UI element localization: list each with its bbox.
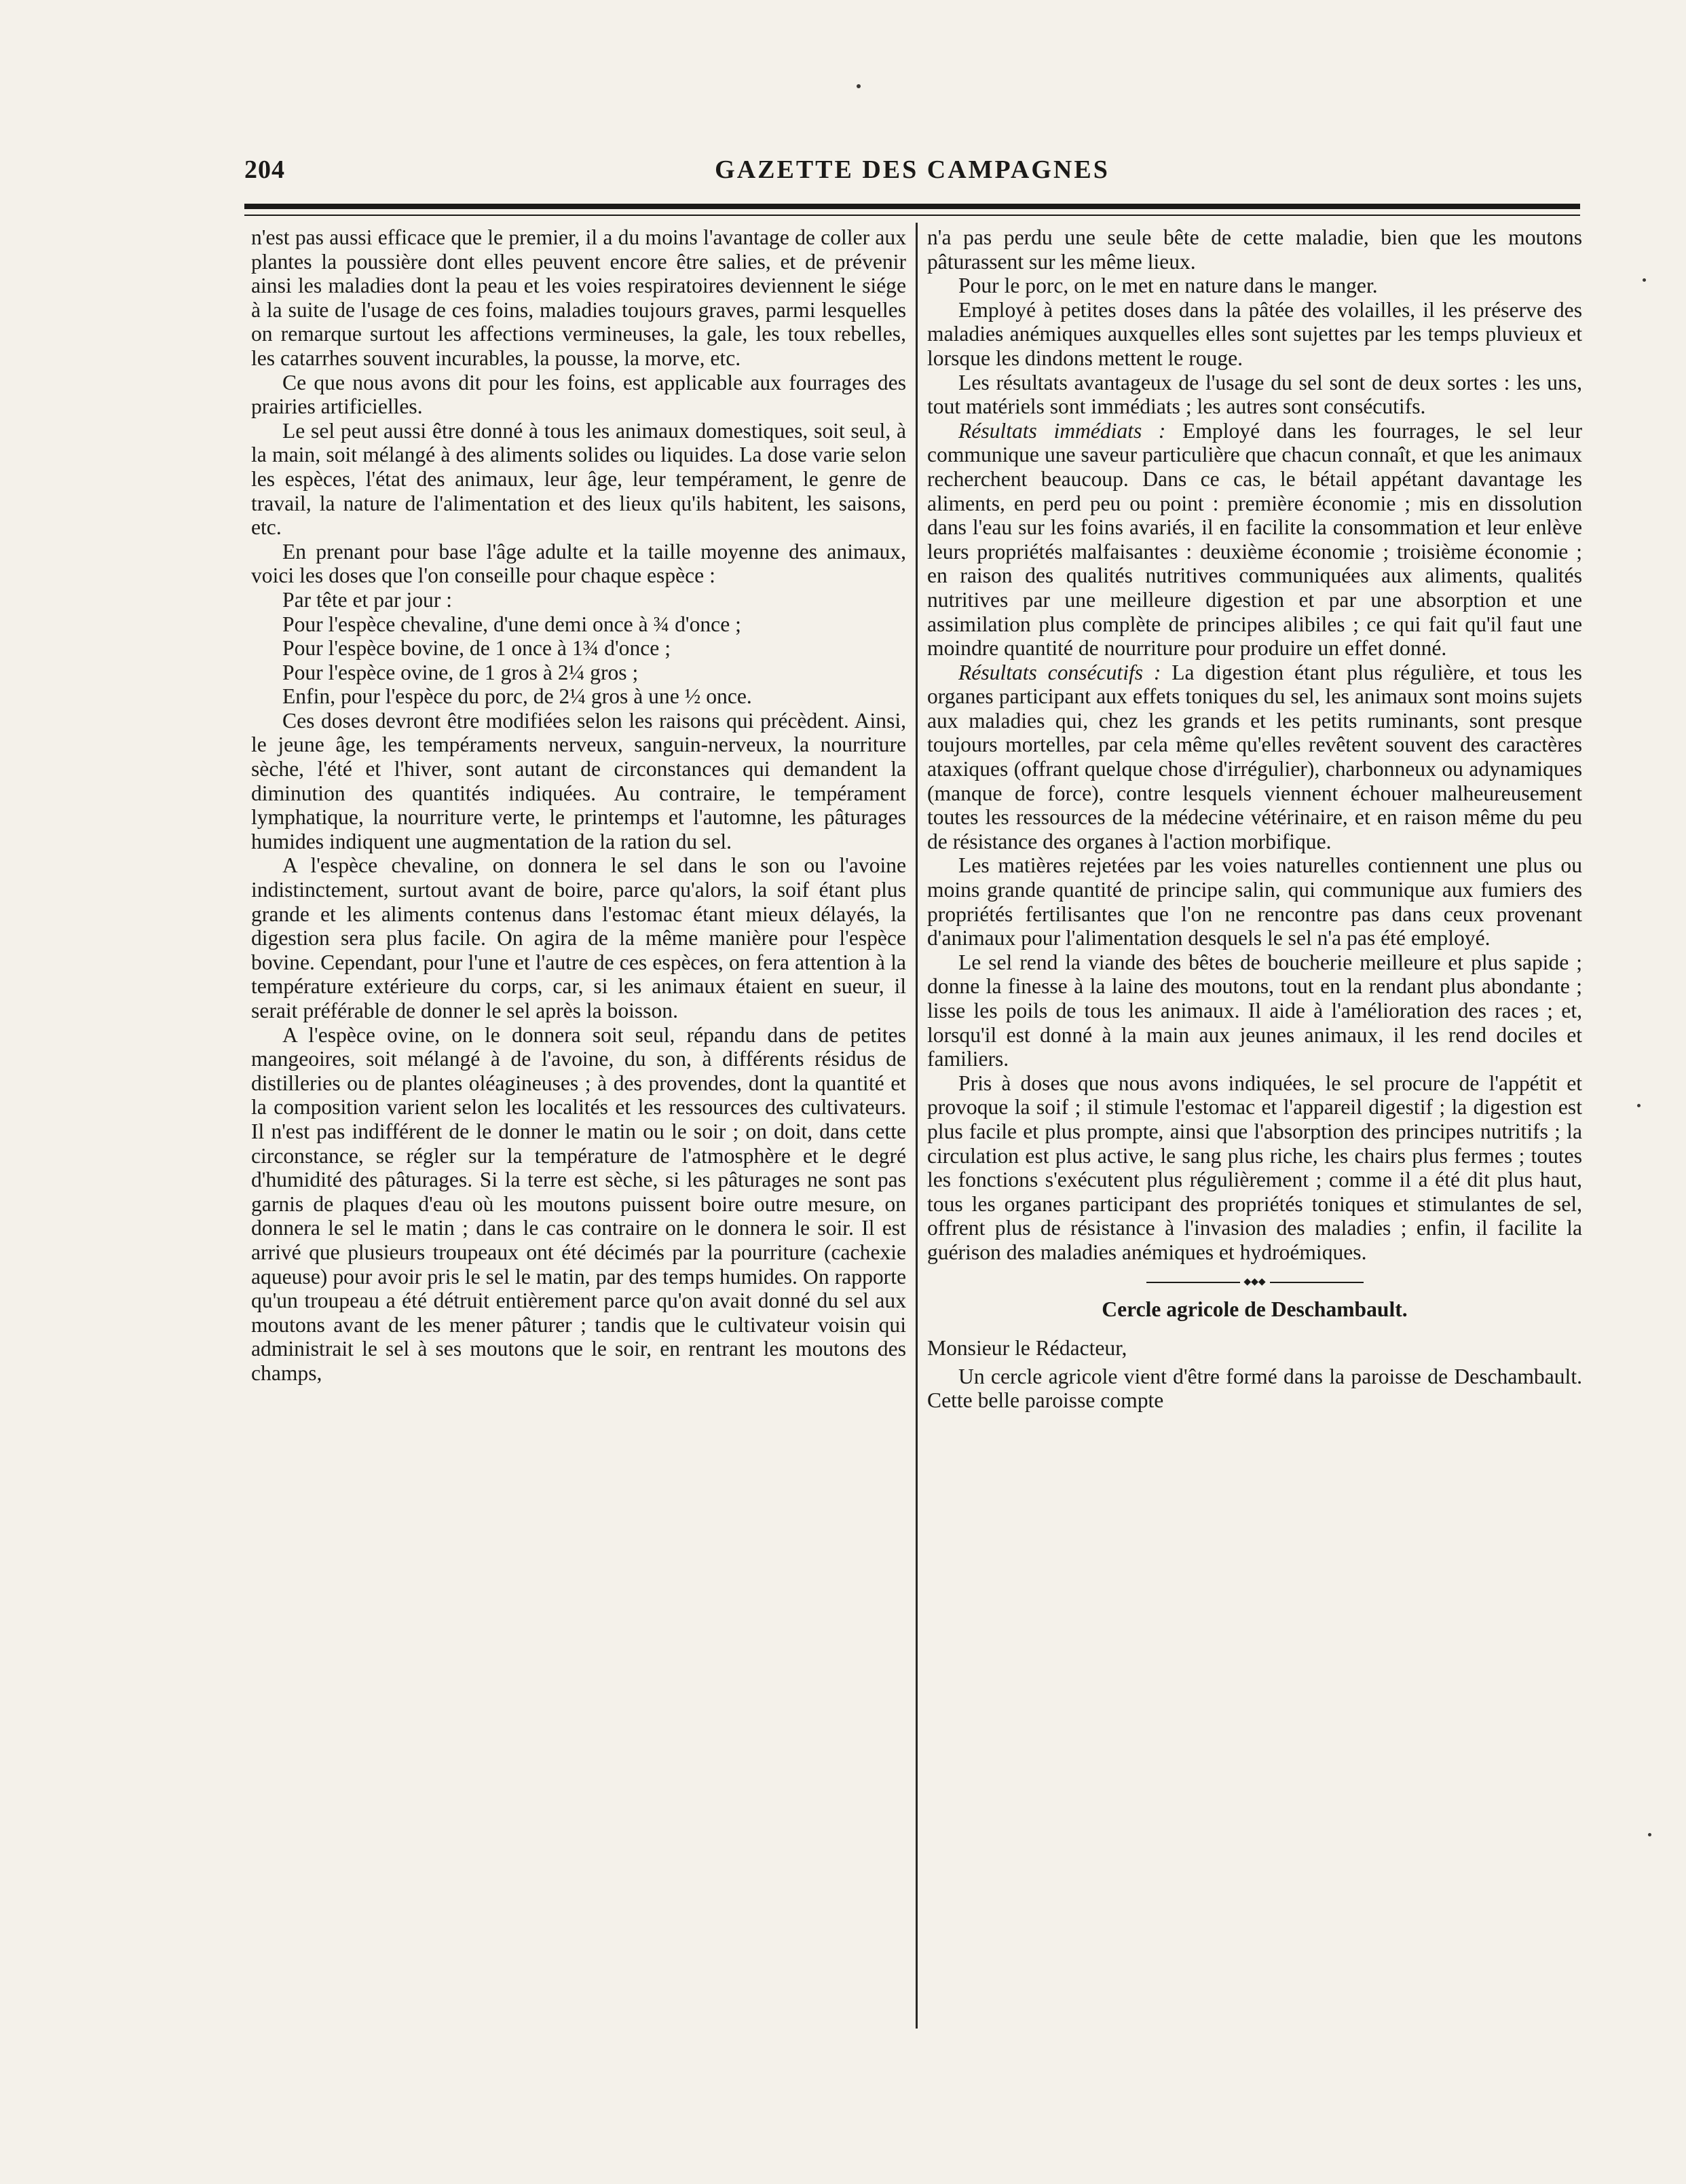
- paragraph: Pris à doses que nous avons indiquées, le sel procure de l'appétit et provoque la soif ; il stimule l'estomac et l'appareil digestif ; la digestion est plus facile et plus prompte, ainsi que l'absorption des principes nutritifs ; la circulation est plus active, le sang plus riche, les chairs plus fermes ; toutes les fonctions s'exécutent plus régulièrement ; comme il a été dit plus haut, tous les organes participant des propriétés toniques et stimulantes de sel, offrent plus de résistance à l'invasion des maladies ; enfin, il facilite la guérison des maladies anémiques et hydroémiques.: [927, 1071, 1582, 1264]
- salutation: Monsieur le Rédacteur,: [927, 1336, 1127, 1361]
- paragraph-consecutive-results: [927, 661, 1582, 854]
- right-column: [927, 225, 1582, 2031]
- section-separator: [1146, 1277, 1364, 1288]
- dose-line: Pour l'espèce ovine, de 1 gros à 2¼ gros ;: [282, 660, 639, 684]
- print-speck: [1637, 1104, 1641, 1107]
- immediate-results-label: Résultats immédiats :: [958, 418, 1166, 443]
- ornament-icon: ◆◆◆: [1240, 1277, 1270, 1288]
- paragraph-immediate-results: [927, 419, 1582, 661]
- paragraph: Employé à petites doses dans la pâtée des volailles, il les préserve des maladies anémiques auxquelles elles sont sujettes par les temps pluvieux et lorsque les dindons mettent le rouge.: [927, 297, 1582, 370]
- consecutive-results-text: La digestion étant plus régulière, et tous les organes participant aux effets toniques du sel, les animaux sont moins sujets aux maladies qui, chez les grands et les petits ruminants, sont presque toujours mortelles, par cela même qu'elles revêtent souvent des caractères ataxiques (offrant quelque chose d'irrégulier), charbonneux ou adynamiques (manque de force), contre lesquels viennent échouer malheureusement toutes les ressources de la médecine vétérinaire, et en raison même du peu de résistance des organes à l'action morbifique.: [927, 660, 1582, 853]
- paragraph: Pour le porc, on le met en nature dans le manger.: [958, 274, 1378, 298]
- paragraph: Le sel rend la viande des bêtes de boucherie meilleure et plus sapide ; donne la finesse à la laine des moutons, tout en la rendant plus abondante ; lisse les poils de tous les animaux. Il aide à l'amélioration des races ; et, lorsqu'il est donné à la main aux jeunes animaux, il les rend dociles et familiers.: [927, 950, 1582, 1071]
- paragraph: Le sel peut aussi être donné à tous les animaux domestiques, soit seul, à la main, soit mélangé à des aliments solides ou liquides. La dose varie selon les espèces, l'état des animaux, leur âge, leur tempérament, le genre de travail, la nature de l'alimentation et des lieux qu'ils habitent, les saisons, etc.: [251, 418, 906, 540]
- paragraph: Un cercle agricole vient d'être formé dans la paroisse de Deschambault. Cette belle paroisse compte: [927, 1364, 1582, 1413]
- paragraph: A l'espèce chevaline, on donnera le sel dans le son ou l'avoine indistinctement, surtout avant de boire, parce qu'alors, la soif étant plus grande et les aliments contenus dans l'estomac étant mieux délayés, la digestion sera plus facile. On agira de la même manière pour l'espèce bovine. Cependant, pour l'une et l'autre de ces espèces, on fera attention à la température extérieure du corps, car, si les animaux étaient en sueur, il serait préférable de donner le sel après la boisson.: [251, 853, 906, 1022]
- left-column: [251, 225, 906, 2031]
- paragraph: Ce que nous avons dit pour les foins, est applicable aux fourrages des prairies artificielles.: [251, 370, 906, 419]
- paragraph: Les matières rejetées par les voies naturelles contiennent une plus ou moins grande quantité de principe salin, qui communique aux fumiers des propriétés fertilisantes que l'on ne rencontre pas dans ceux provenant d'animaux pour l'alimentation desquels le sel n'a pas été employé.: [927, 853, 1582, 950]
- dose-line: Enfin, pour l'espèce du porc, de 2¼ gros à une ½ once.: [282, 684, 752, 709]
- page-number: 204: [244, 155, 285, 184]
- paragraph: En prenant pour base l'âge adulte et la taille moyenne des animaux, voici les doses que l'on conseille pour chaque espèce :: [251, 539, 906, 588]
- dose-line: Pour l'espèce bovine, de 1 once à 1¾ d'once ;: [282, 636, 671, 661]
- print-speck: [857, 84, 861, 88]
- paragraph: Ces doses devront être modifiées selon les raisons qui précèdent. Ainsi, le jeune âge, les tempéraments nerveux, sanguin-nerveux, la nourriture sèche, l'été et l'hiver, sont autant de circonstances qui demandent la diminution des quantités indiquées. Au contraire, le tempérament lymphatique, la nourriture verte, le printemps et l'automne, les pâturages humides indiquent une augmentation de la ration du sel.: [251, 708, 906, 853]
- section-title: Cercle agricole de Deschambault.: [1102, 1297, 1408, 1321]
- header-rule-thin: [244, 215, 1580, 216]
- dose-line: Par tête et par jour :: [282, 587, 453, 612]
- journal-title: GAZETTE DES CAMPAGNES: [715, 155, 1110, 184]
- page-header: [244, 155, 1580, 196]
- paragraph: n'a pas perdu une seule bête de cette maladie, bien que les moutons pâturassent sur les même lieux.: [927, 225, 1582, 274]
- header-rule-thick: [244, 204, 1580, 209]
- immediate-results-text: Employé dans les fourrages, le sel leur communique une saveur particulière que chacun connaît, et que les animaux recherchent beaucoup. Dans ce cas, le bétail appétant davantage les aliments, en perd peu ou point : première économie ; mis en dissolution dans l'eau sur les foins avariés, il en facilite la consommation et leur enlève leurs propriétés malfaisantes : deuxième économie ; troisième économie ; en raison des qualités nutritives communiquées aux aliments, qualités nutritives par une meilleure digestion et par une absorption et une assimilation plus complète de principes alibiles ; ce qui fait qu'il faut une moindre quantité de nourriture pour produire un effet donné.: [927, 418, 1582, 661]
- column-divider: [916, 223, 918, 2029]
- print-speck: [1643, 278, 1646, 282]
- paragraph: Les résultats avantageux de l'usage du sel sont de deux sortes : les uns, tout matériels sont immédiats ; les autres sont consécutifs.: [927, 370, 1582, 419]
- print-speck: [1648, 1833, 1651, 1836]
- paragraph: n'est pas aussi efficace que le premier, il a du moins l'avantage de coller aux plantes la poussière dont elles peuvent encore être salies, et de prévenir ainsi les maladies dont la peau et les voies respiratoires deviennent le siége à la suite de l'usage de ces foins, maladies toujours graves, parmi lesquelles on remarque surtout les affections vermineuses, la gale, les toux rebelles, les catarrhes souvent incurables, la pousse, la morve, etc.: [251, 225, 906, 370]
- consecutive-results-label: Résultats consécutifs :: [958, 660, 1161, 684]
- paragraph: A l'espèce ovine, on le donnera soit seul, répandu dans de petites mangeoires, soit mélangé à de l'avoine, du son, à différents résidus de distilleries ou de plantes oléagineuses ; à des provendes, dont la quantité et la composition varient selon les localités et les ressources des cultivateurs. Il n'est pas indifférent de le donner le matin ou le soir ; on doit, dans cette circonstance, se régler sur la température de l'atmosphère et le degré d'humidité des pâturages. Si la terre est sèche, si les pâturages ne sont pas garnis de plaques d'eau où les moutons puissent boire outre mesure, on donnera le sel le matin ; dans le cas contraire on le donnera le soir. Il est arrivé que plusieurs troupeaux ont été décimés par la pourriture (cachexie aqueuse) pour avoir pris le sel le matin, par des temps humides. On rapporte qu'un troupeau a été détruit entièrement parce qu'on avait donné du sel aux moutons avant de les mener pâturer ; tandis que le cultivateur voisin qui administrait le sel à ses moutons que le soir, en rentrant les moutons des champs,: [251, 1022, 906, 1385]
- dose-line: Pour l'espèce chevaline, d'une demi once à ¾ d'once ;: [282, 612, 741, 636]
